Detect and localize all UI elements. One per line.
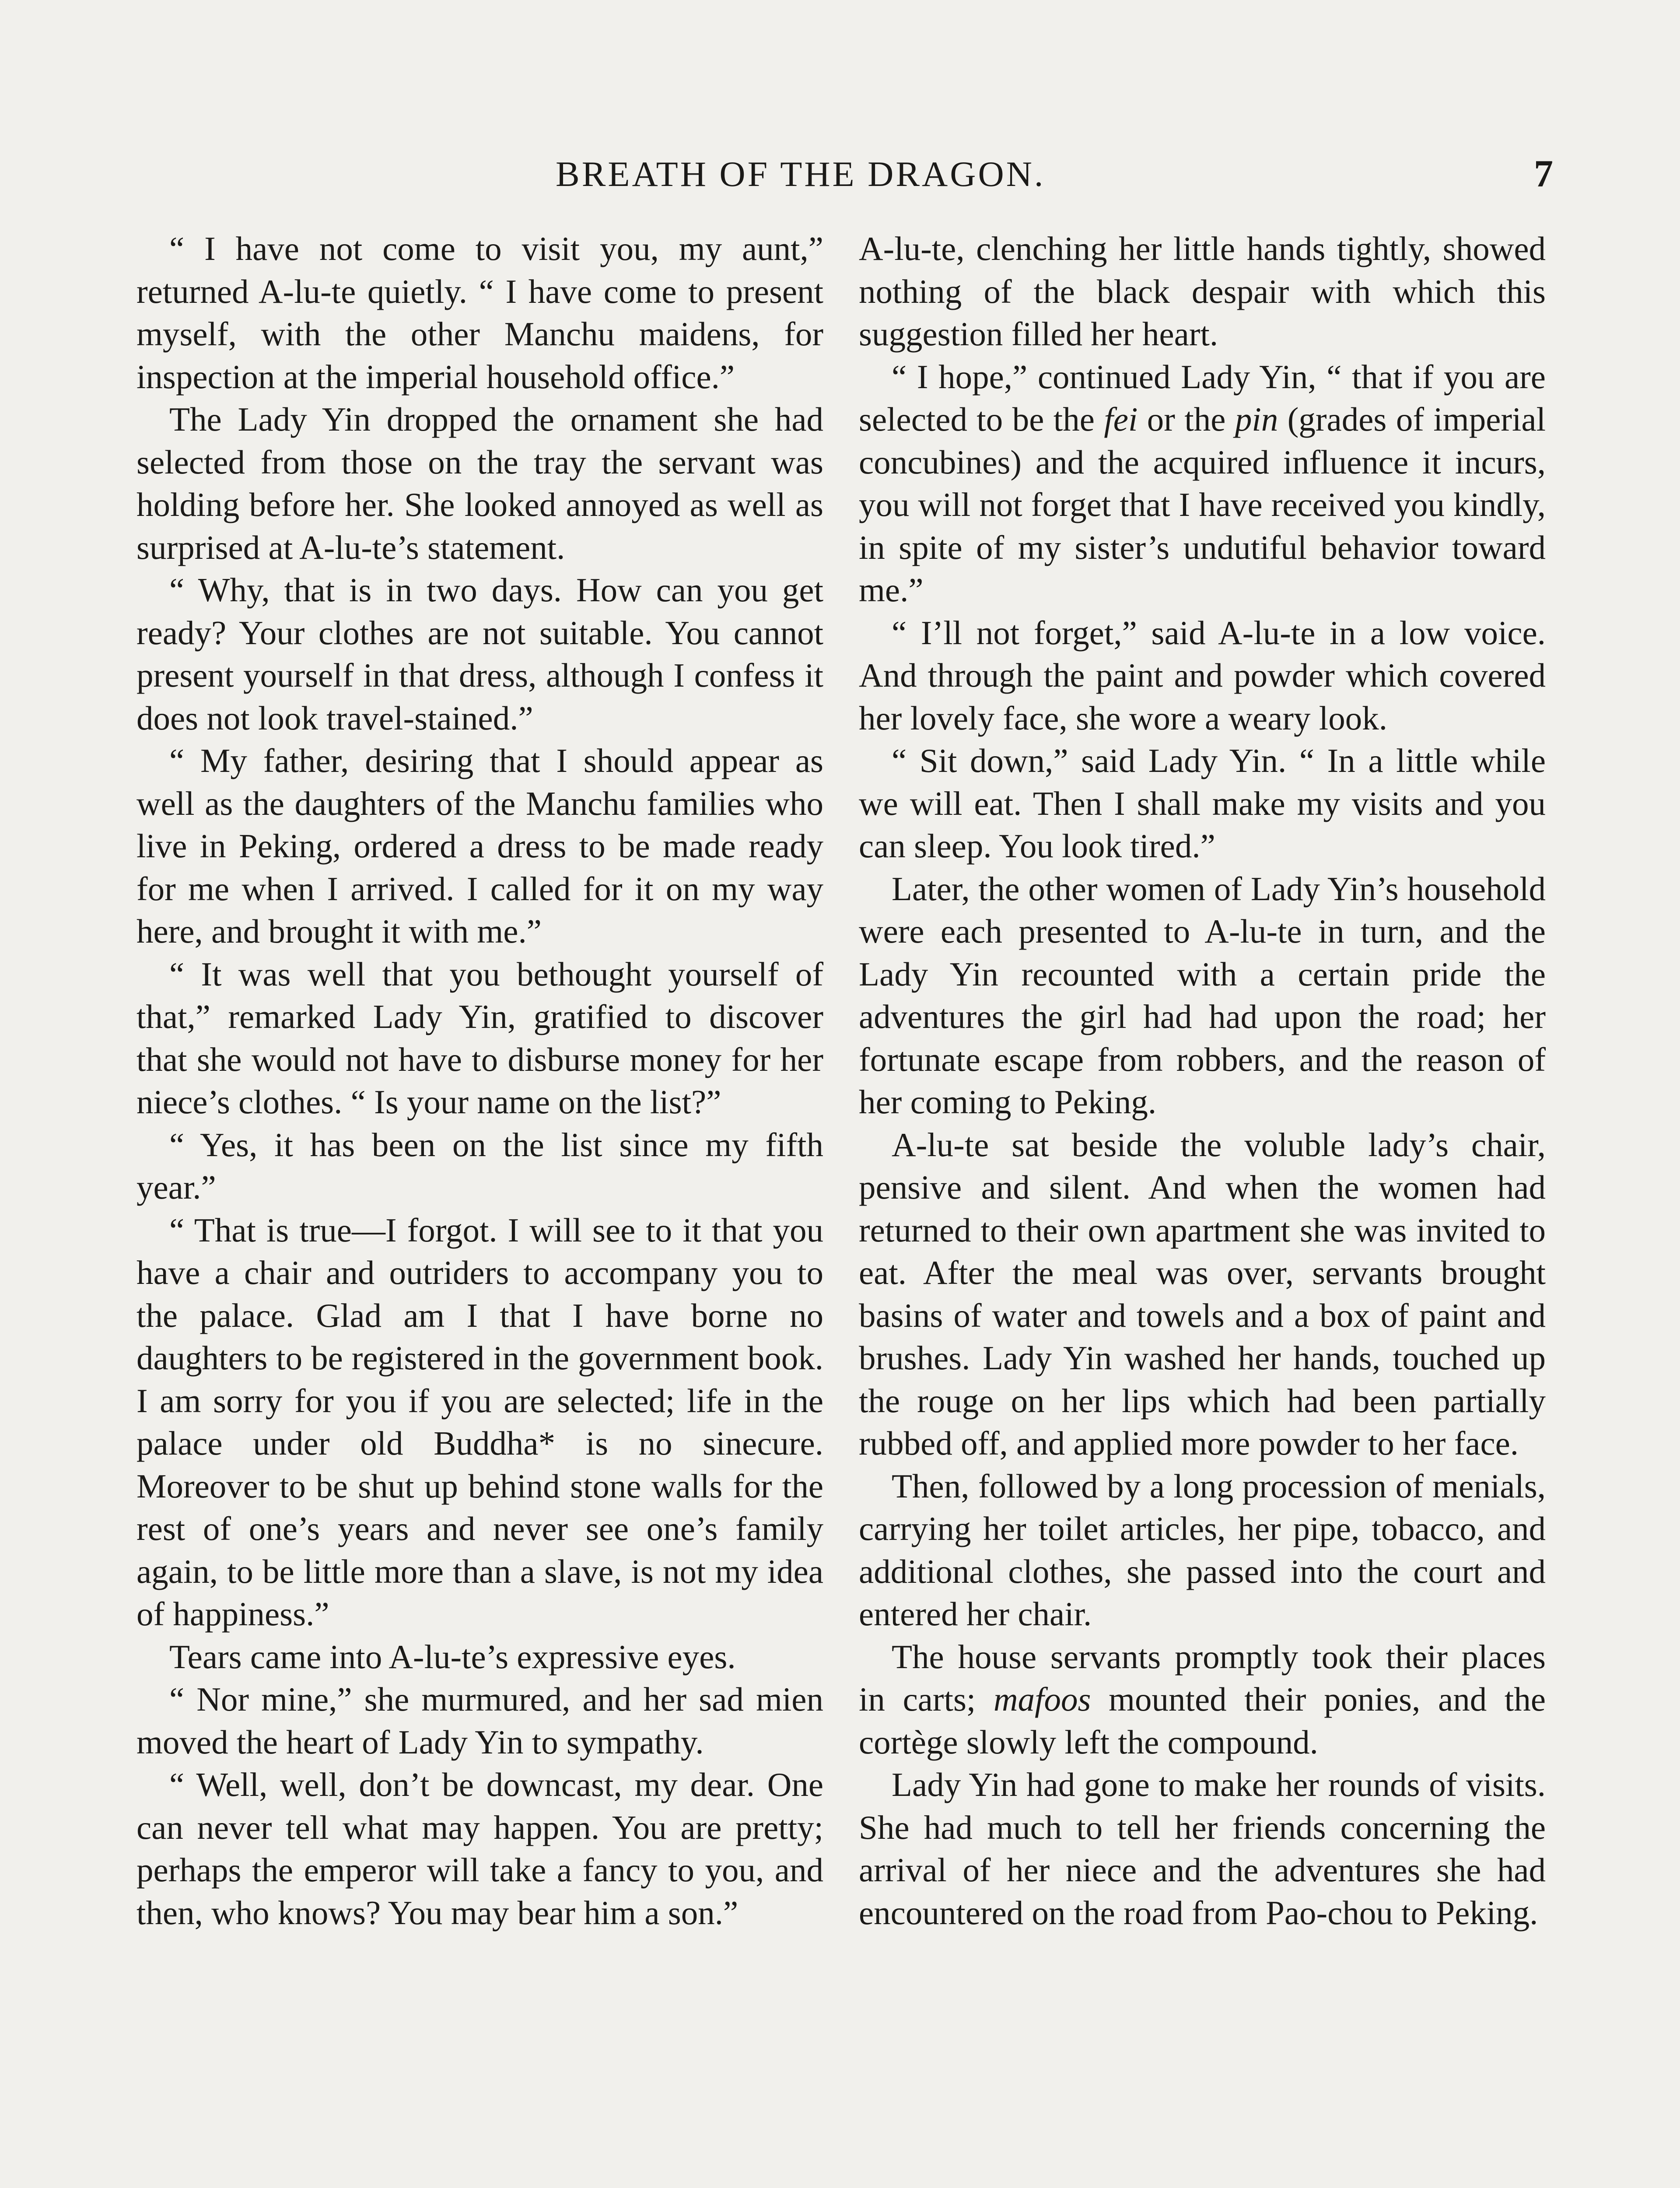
- paragraph: “ That is true—I forgot. I will see to it that you have a chair and outriders to accompany you to the palace. Glad am I that I have borne no daughters to be registered in the government book. I am sorry for you if you are selected; life in the palace under old Buddha* is no sinecure. Moreover to be shut up behind stone walls for the rest of one’s years and never see one’s family again, to be little more than a slave, is not my idea of happiness.”: [136, 1211, 823, 1633]
- italic-term: pin: [1235, 400, 1278, 438]
- paragraph: “ It was well that you bethought yourself of that,” remarked Lady Yin, gratified to discover that she would not have to disburse money for her niece’s clothes. “ Is your name on the list?”: [136, 955, 823, 1121]
- continued-paragraph: A-lu-te, clenching her little hands tightly, showed nothing of the black despair with which this suggestion filled her heart.: [859, 230, 1546, 353]
- italic-term: fei: [1104, 400, 1138, 438]
- paragraph-text: (grades of imperial concubines) and the acquired influence it incurs, you will not forget that I have received you kindly, in spite of my sister’s undutiful behavior toward me.”: [859, 400, 1546, 609]
- paragraph: “ Well, well, don’t be downcast, my dear. One can never tell what may happen. You are pretty; perhaps the emperor will take a fancy to you, and then, who knows? You may bear him a son.”: [136, 1766, 823, 1932]
- paragraph-text: The house servants promptly took their places in carts;: [859, 1637, 1546, 1718]
- paragraph: The Lady Yin dropped the ornament she had selected from those on the tray the servant was holding before her. She looked annoyed as well as surprised at A-lu-te’s statement.: [136, 400, 823, 566]
- running-head: [131, 148, 1553, 200]
- paragraph: “ Sit down,” said Lady Yin. “ In a little while we will eat. Then I shall make my visits and you can sleep. You look tired.”: [859, 742, 1546, 865]
- paragraph: [859, 1636, 1546, 1764]
- right-text-column: [859, 228, 1546, 1934]
- running-title: BREATH OF THE DRAGON.: [556, 154, 1046, 194]
- paragraph: [859, 356, 1546, 612]
- italic-term: mafoos: [994, 1680, 1091, 1718]
- paragraph: Tears came into A-lu-te’s expressive eyes.: [169, 1637, 736, 1676]
- paragraph: “ I’ll not forget,” said A-lu-te in a low voice. And through the paint and powder which covered her lovely face, she wore a weary look.: [859, 614, 1546, 737]
- paragraph: “ My father, desiring that I should appear as well as the daughters of the Manchu families who live in Peking, ordered a dress to be made ready for me when I arrived. I called for it on my way here, and brought it with me.”: [136, 742, 823, 950]
- paragraph: “ Yes, it has been on the list since my fifth year.”: [136, 1126, 823, 1206]
- paragraph: “ Nor mine,” she murmured, and her sad mien moved the heart of Lady Yin to sympathy.: [136, 1680, 823, 1761]
- paragraph: “ I have not come to visit you, my aunt,” returned A-lu-te quietly. “ I have come to present myself, with the other Manchu maidens, for inspection at the imperial household office.”: [136, 230, 823, 396]
- paragraph-text: mounted their ponies, and the cortège slowly left the compound.: [859, 1680, 1546, 1761]
- page-number: 7: [1534, 153, 1553, 195]
- left-text-column: [136, 228, 823, 1934]
- paragraph: A-lu-te sat beside the voluble lady’s chair, pensive and silent. And when the women had returned to their own apartment she was invited to eat. After the meal was over, servants brought basins of water and towels and a box of paint and brushes. Lady Yin washed her hands, touched up the rouge on her lips which had been partially rubbed off, and applied more powder to her face.: [859, 1126, 1546, 1462]
- paragraph: Then, followed by a long procession of menials, carrying her toilet articles, her pipe, tobacco, and additional clothes, she passed into the court and entered her chair.: [859, 1467, 1546, 1633]
- paragraph-text: “ I hope,” continued Lady Yin, “ that if you are selected to be the: [859, 358, 1546, 438]
- paragraph-text: or the: [1138, 400, 1235, 438]
- paragraph: “ Why, that is in two days. How can you get ready? Your clothes are not suitable. You cannot present yourself in that dress, although I confess it does not look travel-stained.”: [136, 571, 823, 737]
- paragraph: Later, the other women of Lady Yin’s household were each presented to A-lu-te in turn, and the Lady Yin recounted with a certain pride the adventures the girl had had upon the road; her fortunate escape from robbers, and the reason of her coming to Peking.: [859, 870, 1546, 1121]
- paragraph: Lady Yin had gone to make her rounds of visits. She had much to tell her friends concerning the arrival of her niece and the adventures she had encountered on the road from Pao-chou to Peking.: [859, 1766, 1546, 1932]
